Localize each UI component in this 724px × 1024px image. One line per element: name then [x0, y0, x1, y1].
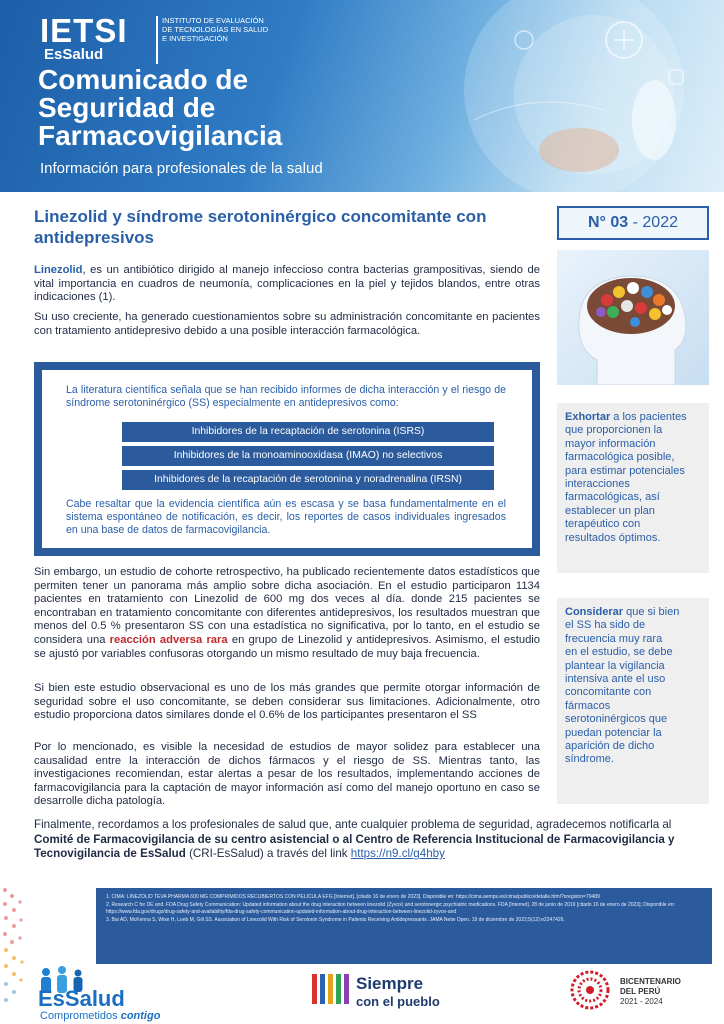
issue-number: N° 03 — [587, 214, 629, 231]
bicentenario-emblem-icon — [572, 972, 608, 1008]
exhort-line: farmacológicas, así — [565, 491, 660, 504]
consider-line: serotoninérgicos que — [565, 713, 668, 726]
consider-line-text: que si bien — [623, 606, 680, 618]
title-line: Seguridad de — [38, 92, 216, 123]
callout-box — [34, 362, 540, 556]
page-subtitle: Información para profesionales de la salud — [40, 160, 323, 177]
callout-text-bottom: Cabe resaltar que la evidencia científica aún es escasa y se basa fundamentalmente en el sistema espontáneo de notificación, es decir, los reportes de casos individuales ingresados en una base de datos de farmacovigilancia. — [66, 498, 506, 536]
consider-line: plantear la vigilancia — [565, 659, 665, 672]
paragraph-5: Por lo mencionado, es visible la necesidad de estudios de mayor solidez para establecer una causalidad entre la interacción de dichos fármacos y el riesgo de SS. Mientras tanto, las investigaciones recomiendan, estar alertas a pesar de los resultados, implementando acciones de farmacovigilancia para la captación de mayor información así como del manejo oportuno en caso se desarrolle dicha patología. — [34, 741, 540, 808]
institute-name: INSTITUTO DE EVALUACIÓN DE TECNOLOGÍAS EN SALUD E INVESTIGACIÓN — [162, 16, 269, 44]
head-with-pills-icon — [557, 250, 709, 385]
closing-text-a: Finalmente, recordamos a los profesionales de salud que, ante cualquier problema de seguridad, agradecemos notificarla al — [34, 818, 672, 831]
exhort-keyword: Exhortar — [565, 411, 611, 423]
references-box — [96, 888, 712, 964]
reference-item: 1. CIMA: LINEZOLID TEVA PHARMA 600 MG COMPRIMIDOS RECUBIERTOS CON PELICULA EFG [Internet]. [citado 16 de enero de 2023]. Disponible en: https://cima.aemps.es/cima/publico/detalle.html?nregistro=79489 — [106, 894, 600, 900]
committee-name: Comité de Farmacovigilancia de su centro asistencial o al Centro de Referencia Institucional de Farmacovigilancia y Tecnovigilancia de EsSalud — [34, 832, 675, 861]
consider-line — [565, 606, 699, 619]
article-title: Linezolid y síndrome serotoninérgico concomitante con antidepresivos — [34, 207, 487, 247]
exhort-box — [557, 403, 709, 573]
consider-line: intensiva ante el uso — [565, 673, 666, 686]
issue-number-badge — [557, 206, 709, 240]
exhort-line: interacciones — [565, 478, 630, 491]
tagline-text: Comprometidos — [40, 1010, 121, 1022]
intro-paragraph — [34, 264, 540, 305]
consider-line: concomitante con — [565, 686, 652, 699]
exhort-line: terapéutico con — [565, 518, 641, 531]
issue-year: - 2022 — [628, 214, 678, 231]
consider-line: frecuencia muy rara — [565, 632, 663, 645]
exhort-line-text: a los pacientes — [610, 411, 687, 423]
consider-keyword: Considerar — [565, 606, 624, 618]
paragraph-3 — [34, 566, 540, 661]
tagline-emphasis: contigo — [120, 1010, 161, 1022]
brain-illustration — [557, 250, 709, 385]
consider-line: el SS ha sido de — [565, 619, 646, 632]
title-line: Farmacovigilancia — [38, 120, 283, 151]
exhort-line: para estimar potenciales — [565, 464, 685, 477]
exhort-line: establecer un plan — [565, 504, 655, 517]
drug-class-pill: Inhibidores de la recaptación de serotonina (ISRS) — [122, 422, 494, 442]
drug-class-pill: Inhibidores de la recaptación de serotonina y noradrenalina (IRSN) — [122, 470, 494, 490]
consider-line: síndrome. — [565, 753, 614, 766]
footer-logos — [0, 964, 724, 1024]
consider-line: fármacos — [565, 699, 611, 712]
closing-text-b: (CRI-EsSalud) a través del link — [185, 847, 351, 861]
consider-line: en el estudio, se debe — [565, 646, 673, 659]
drug-class-pill: Inhibidores de la monoaminooxidasa (IMAO) no selectivos — [122, 446, 494, 466]
bicentenario-line-2: DEL PERÚ — [620, 987, 661, 996]
closing-paragraph — [34, 818, 690, 862]
exhort-line — [565, 411, 699, 424]
intro-text: , es un antibiótico dirigido al manejo infeccioso contra bacterias grampositivas, siendo de vital importancia en cuadros de neumonía, complicaciones en la piel y tejidos blandos, entre otras indicaciones (1). — [34, 264, 540, 304]
header-background-art — [324, 0, 724, 192]
exhort-line: que proporcionen la — [565, 424, 663, 437]
essalud-tagline — [40, 1010, 160, 1022]
ietsi-logo-text: IETSI — [40, 12, 128, 49]
paragraph-4: Si bien este estudio observacional es uno de los más grandes que permite otorgar información de seguridad sobre el uso concomitante, se deben considerar sus limitaciones. Adicionalmente, otro estudio proporciona datos similares donde el 0.6% de los participantes presentaron el SS — [34, 682, 540, 722]
report-link[interactable]: https://n9.cl/g4hby — [350, 847, 445, 861]
bicentenario-line-1: BICENTENARIO — [620, 977, 681, 986]
reference-item: 3. Bai AD, McKenna S, Wise H, Loeb M, Gill SS. Association of Linezolid With Risk of Serotonin Syndrome in Patients Receiving Antidepressants. JAMA Netw Open. 19 de diciembre de 2022;5(12):e2247426. — [106, 917, 565, 923]
consider-line: aparición de dicho — [565, 740, 655, 753]
consider-line: puedan potenciar la — [565, 726, 662, 739]
callout-inner — [42, 370, 532, 548]
consider-box — [557, 598, 709, 804]
logo-divider — [156, 16, 158, 64]
rare-adverse-reaction: reacción adversa rara — [109, 633, 228, 646]
exhort-line: resultados óptimos. — [565, 531, 661, 544]
paragraph-2: Su uso creciente, ha generado cuestionamientos sobre su administración concomitante en pacientes con tratamiento antidepresivo debido a una posible interacción farmacológica. — [34, 311, 540, 337]
title-line: Comunicado de — [38, 64, 249, 95]
para3-text-a: Sin embargo, un estudio de cohorte retrospectivo, ha publicado recientemente datos estadísticos que permiten tener un panorama más amplio sobre dicha asociación. En el estudio participaron 1134 pacientes en tratamiento con Linezolid de 600 mg dos veces al día. donde 215 pacientes se encontraban en tratamiento concomitante con diferentes antidepresivos, los resultados muestran que menos del 0.5 % presentaron SS con una estadística no significativa, por lo tanto, en el estudio se considera una — [34, 566, 540, 646]
siempre-columns-icon — [312, 974, 349, 1004]
essalud-wordmark: EsSalud — [38, 986, 125, 1011]
header-banner — [0, 0, 724, 192]
siempre-subtitle: con el pueblo — [356, 994, 440, 1009]
callout-text-top: La literatura científica señala que se han recibido informes de dicha interacción y el riesgo de síndrome serotoninérgico (SS) especialmente en antidepresivos como: — [66, 384, 506, 409]
reference-item: 2. Research C for DE and. FDA Drug Safety Communication: Updated information about the drug interaction between linezolid (Zyvox) and serotonergic psychiatric medications. FDA [Internet]. 28 de junio de 2019 [citado 16 de enero de 2023]; Disponible en: https://www.fda.gov/drugs/drug-safety-and-availability/fda-drug-safety-communication-updated-information-about-drug-interaction-between-linezolid-zyvox-and — [106, 902, 675, 915]
page-title — [38, 66, 368, 150]
exhort-line: farmacológica posible, — [565, 451, 675, 464]
para3-text-b: en grupo de Linezolid y antidepresivos. Asimismo, el estudio se ajustó por variables confusoras otorgando un mismo resultado de muy baja frecuencia. — [34, 633, 540, 660]
linezolid-term: Linezolid — [34, 264, 83, 276]
bicentenario-line-3: 2021 - 2024 — [620, 997, 663, 1006]
exhort-line: mayor información — [565, 437, 656, 450]
siempre-wordmark: Siempre — [356, 974, 424, 993]
essalud-logo-text: EsSalud — [44, 46, 104, 63]
